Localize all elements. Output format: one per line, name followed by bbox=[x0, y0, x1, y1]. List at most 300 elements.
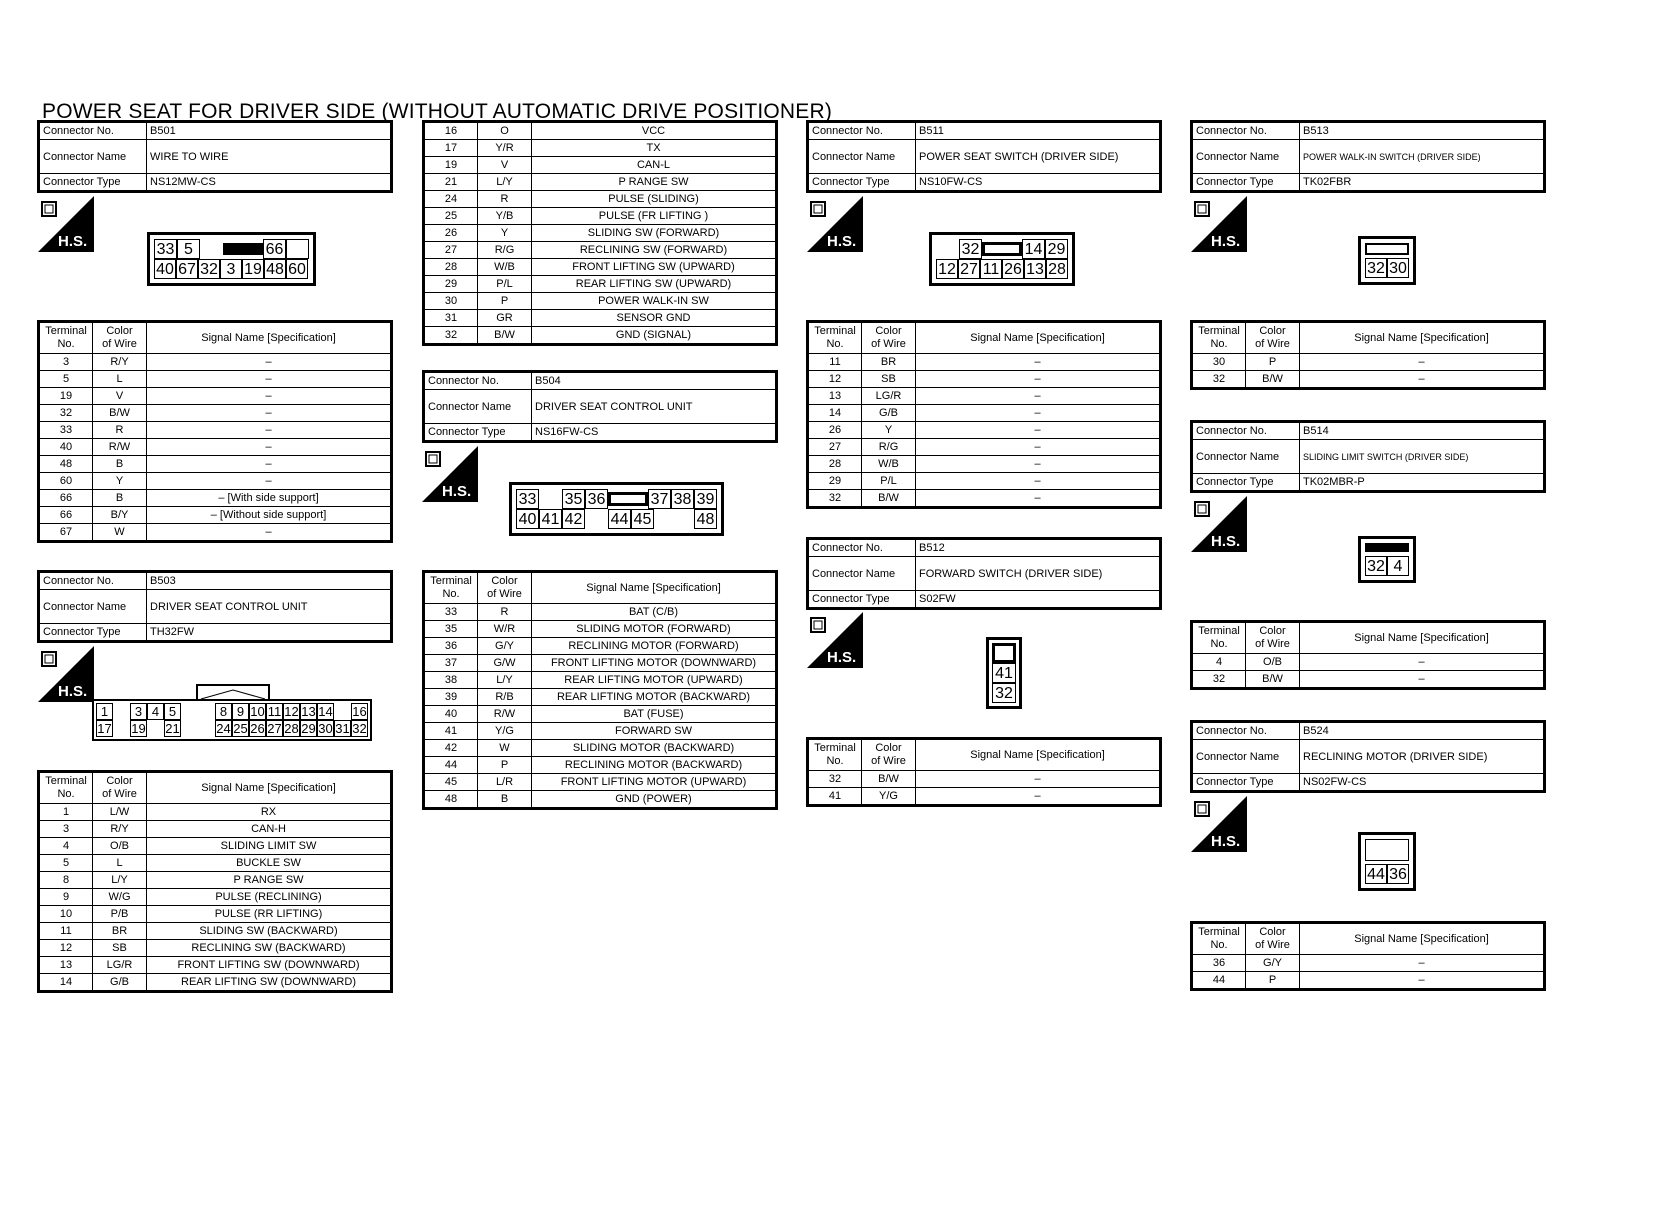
wire-color: B bbox=[93, 490, 147, 507]
signal-name: – bbox=[147, 422, 392, 439]
harness-side-icon bbox=[1191, 196, 1247, 252]
signal-name: RECLINING SW (FORWARD) bbox=[532, 242, 777, 259]
terminal-no: 36 bbox=[1192, 955, 1246, 972]
connector-info-b514: Connector No. B514 Connector Name SLIDING LIMIT SWITCH (DRIVER SIDE) Connector Type TK02MBR-P bbox=[1190, 420, 1546, 493]
svg-text:H.S.: H.S. bbox=[1211, 833, 1241, 850]
pin: 28 bbox=[1046, 259, 1068, 279]
pin: 11 bbox=[980, 259, 1002, 279]
terminal-no: 9 bbox=[39, 889, 93, 906]
terminal-table-b513: Terminal No. Color of Wire Signal Name [Specification] 30 P – 32 B/W – bbox=[1190, 320, 1546, 390]
wire-color: Y bbox=[862, 422, 916, 439]
pin: 41 bbox=[992, 663, 1016, 683]
pin: 33 bbox=[516, 489, 539, 509]
connector-info-b501: Connector No. B501 Connector Name WIRE TO WIRE Connector Type NS12MW-CS bbox=[37, 120, 393, 193]
connector-name: FORWARD SWITCH (DRIVER SIDE) bbox=[916, 557, 1161, 591]
terminal-no: 44 bbox=[1192, 972, 1246, 990]
table-row bbox=[39, 957, 392, 974]
table-row bbox=[39, 923, 392, 940]
pin: 27 bbox=[958, 259, 980, 279]
table-row bbox=[808, 388, 1161, 405]
connector-face-b514 bbox=[1358, 536, 1416, 583]
wire-color: B/W bbox=[478, 327, 532, 345]
wire-color: Y/B bbox=[478, 208, 532, 225]
pin: 37 bbox=[648, 489, 671, 509]
terminal-no: 17 bbox=[424, 140, 478, 157]
connector-name: DRIVER SEAT CONTROL UNIT bbox=[532, 390, 777, 424]
terminal-no: 28 bbox=[424, 259, 478, 276]
terminal-no: 60 bbox=[39, 473, 93, 490]
terminal-table-b524: Terminal No. Color of Wire Signal Name [Specification] 36 G/Y – 44 P – bbox=[1190, 921, 1546, 991]
wire-color: G/B bbox=[862, 405, 916, 422]
signal-name: BAT (C/B) bbox=[532, 604, 777, 621]
signal-name: – bbox=[147, 439, 392, 456]
wire-color: B/W bbox=[1246, 671, 1300, 689]
wire-color: W/B bbox=[862, 456, 916, 473]
wire-color: Y bbox=[478, 225, 532, 242]
pin bbox=[286, 239, 309, 259]
terminal-no: 37 bbox=[424, 655, 478, 672]
signal-name: RECLINING SW (BACKWARD) bbox=[147, 940, 392, 957]
wire-color: Y bbox=[93, 473, 147, 490]
wire-color: P bbox=[478, 293, 532, 310]
table-row bbox=[808, 788, 1161, 806]
signal-name: SENSOR GND bbox=[532, 310, 777, 327]
connector-type: NS02FW-CS bbox=[1300, 774, 1545, 792]
terminal-no: 66 bbox=[39, 490, 93, 507]
connector-name: SLIDING LIMIT SWITCH (DRIVER SIDE) bbox=[1300, 440, 1545, 474]
pin: 38 bbox=[671, 489, 694, 509]
connector-info-b504: Connector No. B504 Connector Name DRIVER SEAT CONTROL UNIT Connector Type NS16FW-CS bbox=[422, 370, 778, 443]
table-row bbox=[39, 804, 392, 821]
table-row bbox=[424, 242, 777, 259]
terminal-no: 32 bbox=[1192, 671, 1246, 689]
table-row bbox=[424, 276, 777, 293]
pin: 9 bbox=[232, 703, 249, 720]
signal-name: REAR LIFTING SW (DOWNWARD) bbox=[147, 974, 392, 992]
signal-name: – bbox=[1300, 955, 1545, 972]
terminal-no: 44 bbox=[424, 757, 478, 774]
wire-color: G/Y bbox=[478, 638, 532, 655]
table-row bbox=[39, 855, 392, 872]
connector-no: B514 bbox=[1300, 422, 1545, 440]
wire-color: W bbox=[93, 524, 147, 542]
pin: 36 bbox=[585, 489, 608, 509]
table-row bbox=[1192, 955, 1545, 972]
harness-side-icon bbox=[807, 612, 863, 668]
terminal-table-b514: Terminal No. Color of Wire Signal Name [Specification] 4 O/B – 32 B/W – bbox=[1190, 620, 1546, 690]
pin: 24 bbox=[216, 721, 231, 736]
signal-name: – bbox=[916, 422, 1161, 439]
harness-side-icon bbox=[1191, 796, 1247, 852]
signal-name: GND (SIGNAL) bbox=[532, 327, 777, 345]
signal-name: P RANGE SW bbox=[532, 174, 777, 191]
pin: 26 bbox=[1002, 259, 1024, 279]
terminal-no: 25 bbox=[424, 208, 478, 225]
terminal-no: 48 bbox=[424, 791, 478, 809]
connector-latch bbox=[195, 682, 271, 700]
pin: 13 bbox=[301, 704, 316, 719]
pin: 29 bbox=[1045, 239, 1068, 259]
terminal-no: 38 bbox=[424, 672, 478, 689]
terminal-no: 33 bbox=[424, 604, 478, 621]
table-row bbox=[39, 974, 392, 992]
pin: 48 bbox=[694, 509, 717, 529]
table-row bbox=[39, 906, 392, 923]
wire-color: P bbox=[1246, 354, 1300, 371]
terminal-no: 4 bbox=[39, 838, 93, 855]
table-row bbox=[39, 490, 392, 507]
pin: 32 bbox=[352, 721, 367, 736]
terminal-no: 4 bbox=[1192, 654, 1246, 671]
svg-text:H.S.: H.S. bbox=[827, 233, 857, 250]
table-row bbox=[39, 940, 392, 957]
pin: 13 bbox=[1024, 259, 1046, 279]
signal-name: – bbox=[147, 371, 392, 388]
pin: 29 bbox=[301, 721, 316, 736]
terminal-table-b503: Terminal No. Color of Wire Signal Name [Specification] 1 L/W RX 3 R/Y CAN-H 4 O/B SLIDING LIMIT SW 5 L BUCKLE SW 8 L/Y P RANGE SW 9 W/G PULSE (RECLINING) 10 P/B PULSE (RR LIFTING) 11 BR SLIDING SW (BACKWARD) 12 SB RECLINING SW (BACKWARD) 13 LG/R FRONT LIFTING SW (DOWNWARD) 14 G/B REAR LIFTING SW (DOWNWARD) bbox=[37, 770, 393, 993]
pin: 44 bbox=[1365, 864, 1387, 884]
connector-no: B501 bbox=[147, 122, 392, 140]
pin: 45 bbox=[631, 509, 654, 529]
terminal-no: 26 bbox=[808, 422, 862, 439]
signal-name: – bbox=[916, 354, 1161, 371]
terminal-no: 41 bbox=[808, 788, 862, 806]
signal-name: – [Without side support] bbox=[147, 507, 392, 524]
table-row bbox=[424, 122, 777, 140]
table-row bbox=[424, 672, 777, 689]
connector-name: POWER WALK-IN SWITCH (DRIVER SIDE) bbox=[1300, 140, 1545, 174]
signal-name: – bbox=[147, 456, 392, 473]
terminal-no: 19 bbox=[39, 388, 93, 405]
signal-name: – bbox=[1300, 354, 1545, 371]
wire-color: B/W bbox=[1246, 371, 1300, 389]
table-row bbox=[424, 774, 777, 791]
wire-color: Y/G bbox=[478, 723, 532, 740]
terminal-no: 31 bbox=[424, 310, 478, 327]
wire-color: W/B bbox=[478, 259, 532, 276]
connector-type: NS16FW-CS bbox=[532, 424, 777, 442]
terminal-no: 30 bbox=[424, 293, 478, 310]
connector-face-b511 bbox=[929, 232, 1075, 286]
signal-name: P RANGE SW bbox=[147, 872, 392, 889]
wire-color: R/W bbox=[478, 706, 532, 723]
terminal-no: 27 bbox=[424, 242, 478, 259]
wire-color: R/Y bbox=[93, 354, 147, 371]
connector-no: B504 bbox=[532, 372, 777, 390]
terminal-no: 11 bbox=[808, 354, 862, 371]
signal-name: FRONT LIFTING SW (UPWARD) bbox=[532, 259, 777, 276]
page-title: POWER SEAT FOR DRIVER SIDE (WITHOUT AUTOMATIC DRIVE POSITIONER) bbox=[42, 100, 833, 123]
wire-color: W/R bbox=[478, 621, 532, 638]
signal-name: CAN-L bbox=[532, 157, 777, 174]
table-row bbox=[1192, 654, 1545, 671]
signal-name: RECLINING MOTOR (BACKWARD) bbox=[532, 757, 777, 774]
wire-color: B/Y bbox=[93, 507, 147, 524]
connector-info-b512: Connector No. B512 Connector Name FORWARD SWITCH (DRIVER SIDE) Connector Type S02FW bbox=[806, 537, 1162, 610]
signal-name: – [With side support] bbox=[147, 490, 392, 507]
lock-key bbox=[1365, 243, 1409, 255]
terminal-table-b503-continued bbox=[422, 120, 778, 346]
terminal-no: 26 bbox=[424, 225, 478, 242]
connector-name: POWER SEAT SWITCH (DRIVER SIDE) bbox=[916, 140, 1161, 174]
wire-color: G/W bbox=[478, 655, 532, 672]
terminal-table-b512: Terminal No. Color of Wire Signal Name [Specification] 32 B/W – 41 Y/G – bbox=[806, 737, 1162, 807]
wire-color: G/Y bbox=[1246, 955, 1300, 972]
terminal-no: 42 bbox=[424, 740, 478, 757]
connector-type: TK02FBR bbox=[1300, 174, 1545, 192]
table-row bbox=[1192, 354, 1545, 371]
lock-key bbox=[1365, 839, 1409, 861]
lock-key bbox=[992, 643, 1016, 663]
signal-name: SLIDING SW (BACKWARD) bbox=[147, 923, 392, 940]
signal-name: – bbox=[916, 371, 1161, 388]
table-row bbox=[808, 456, 1161, 473]
wire-color: O bbox=[478, 122, 532, 140]
terminal-table-b511: Terminal No. Color of Wire Signal Name [Specification] 11 BR – 12 SB – 13 LG/R – 14 G/B – 26 Y – 27 R/G – 28 W/B – 29 P/L – 32 B/W – bbox=[806, 320, 1162, 509]
terminal-no: 12 bbox=[808, 371, 862, 388]
signal-name: – bbox=[916, 788, 1161, 806]
connector-no: B524 bbox=[1300, 722, 1545, 740]
pin: 32 bbox=[1365, 258, 1387, 278]
signal-name: – bbox=[916, 405, 1161, 422]
signal-name: REAR LIFTING MOTOR (UPWARD) bbox=[532, 672, 777, 689]
table-row bbox=[424, 208, 777, 225]
wire-color: L bbox=[93, 855, 147, 872]
table-row bbox=[808, 771, 1161, 788]
terminal-no: 13 bbox=[39, 957, 93, 974]
terminal-no: 27 bbox=[808, 439, 862, 456]
wire-color: V bbox=[478, 157, 532, 174]
table-row bbox=[39, 872, 392, 889]
terminal-no: 14 bbox=[39, 974, 93, 992]
pin: 4 bbox=[1387, 556, 1409, 576]
signal-name: SLIDING SW (FORWARD) bbox=[532, 225, 777, 242]
table-row bbox=[39, 371, 392, 388]
lock-key bbox=[1365, 543, 1409, 552]
pin: 3 bbox=[220, 259, 242, 279]
table-row bbox=[1192, 671, 1545, 689]
pin: 4 bbox=[147, 703, 164, 720]
connector-name: DRIVER SEAT CONTROL UNIT bbox=[147, 590, 392, 624]
signal-name: – bbox=[1300, 671, 1545, 689]
terminal-no: 29 bbox=[424, 276, 478, 293]
pin: 17 bbox=[97, 721, 112, 736]
pin: 28 bbox=[284, 721, 299, 736]
table-row bbox=[808, 405, 1161, 422]
table-row bbox=[808, 490, 1161, 508]
table-row bbox=[39, 507, 392, 524]
terminal-no: 12 bbox=[39, 940, 93, 957]
signal-name: – bbox=[1300, 972, 1545, 990]
terminal-table-b501: Terminal No. Color of Wire Signal Name [Specification] 3 R/Y – 5 L – 19 V – 32 B/W – 33 R – 40 R/W – 48 B – 60 Y – 66 B – [With side support] 66 B/Y – [Without side support] 67 W – bbox=[37, 320, 393, 543]
signal-name: FRONT LIFTING MOTOR (UPWARD) bbox=[532, 774, 777, 791]
wire-color: R bbox=[478, 604, 532, 621]
wire-color: B/W bbox=[862, 490, 916, 508]
pin: 25 bbox=[233, 721, 248, 736]
terminal-no: 32 bbox=[1192, 371, 1246, 389]
terminal-no: 35 bbox=[424, 621, 478, 638]
table-row bbox=[39, 456, 392, 473]
terminal-no: 11 bbox=[39, 923, 93, 940]
terminal-no: 48 bbox=[39, 456, 93, 473]
svg-text:H.S.: H.S. bbox=[442, 483, 472, 500]
pin: 21 bbox=[165, 721, 180, 736]
harness-side-icon bbox=[422, 446, 478, 502]
pin: 10 bbox=[250, 704, 265, 719]
table-row bbox=[424, 740, 777, 757]
connector-no: B513 bbox=[1300, 122, 1545, 140]
table-row bbox=[424, 327, 777, 345]
wire-color: W/G bbox=[93, 889, 147, 906]
terminal-no: 30 bbox=[1192, 354, 1246, 371]
wire-color: P bbox=[1246, 972, 1300, 990]
pin: 12 bbox=[936, 259, 958, 279]
table-row bbox=[424, 655, 777, 672]
wire-color: SB bbox=[93, 940, 147, 957]
wire-color: P/L bbox=[862, 473, 916, 490]
signal-name: REAR LIFTING MOTOR (BACKWARD) bbox=[532, 689, 777, 706]
table-row bbox=[424, 638, 777, 655]
terminal-table-b504: Terminal No. Color of Wire Signal Name [Specification] 33 R BAT (C/B) 35 W/R SLIDING MOTOR (FORWARD) 36 G/Y RECLINING MOTOR (FORWARD) 37 G/W FRONT LIFTING MOTOR (DOWNWARD) 38 L/Y REAR LIFTING MOTOR (UPWARD) 39 R/B REAR LIFTING MOTOR (BACKWARD) 40 R/W BAT (FUSE) 41 Y/G FORWARD SW 42 W SLIDING MOTOR (BACKWARD) 44 P RECLINING MOTOR (BACKWARD) 45 L/R FRONT LIFTING MOTOR (UPWARD) 48 B GND (POWER) bbox=[422, 570, 778, 810]
table-row bbox=[424, 191, 777, 208]
terminal-no: 14 bbox=[808, 405, 862, 422]
pin: 66 bbox=[263, 239, 286, 259]
terminal-no: 66 bbox=[39, 507, 93, 524]
terminal-no: 32 bbox=[808, 771, 862, 788]
signal-name: – bbox=[1300, 654, 1545, 671]
signal-name: – bbox=[147, 354, 392, 371]
connector-no: B511 bbox=[916, 122, 1161, 140]
signal-name: – bbox=[147, 405, 392, 422]
wire-color: R/B bbox=[478, 689, 532, 706]
pin: 27 bbox=[267, 721, 282, 736]
connector-info-b524: Connector No. B524 Connector Name RECLINING MOTOR (DRIVER SIDE) Connector Type NS02FW-CS bbox=[1190, 720, 1546, 793]
signal-name: – bbox=[147, 524, 392, 542]
wire-color: L/Y bbox=[478, 174, 532, 191]
table-row bbox=[39, 422, 392, 439]
terminal-no: 8 bbox=[39, 872, 93, 889]
pin: 32 bbox=[198, 259, 220, 279]
table-row bbox=[39, 439, 392, 456]
table-row bbox=[808, 473, 1161, 490]
signal-name: FRONT LIFTING SW (DOWNWARD) bbox=[147, 957, 392, 974]
pin: 40 bbox=[516, 509, 539, 529]
wire-color: P/L bbox=[478, 276, 532, 293]
signal-name: – bbox=[916, 473, 1161, 490]
pin: 5 bbox=[164, 703, 181, 720]
pin: 60 bbox=[286, 259, 308, 279]
svg-text:H.S.: H.S. bbox=[58, 683, 88, 700]
signal-name: RECLINING MOTOR (FORWARD) bbox=[532, 638, 777, 655]
table-row bbox=[39, 821, 392, 838]
terminal-no: 32 bbox=[808, 490, 862, 508]
table-row bbox=[424, 259, 777, 276]
wire-color: L bbox=[93, 371, 147, 388]
table-row bbox=[39, 524, 392, 542]
wire-color: BR bbox=[862, 354, 916, 371]
table-row bbox=[39, 388, 392, 405]
connector-face-b504 bbox=[509, 482, 724, 536]
table-row bbox=[424, 723, 777, 740]
pin: 36 bbox=[1387, 864, 1409, 884]
table-row bbox=[1192, 972, 1545, 990]
pin: 40 bbox=[154, 259, 176, 279]
terminal-no: 3 bbox=[39, 821, 93, 838]
wire-color: P/B bbox=[93, 906, 147, 923]
svg-text:H.S.: H.S. bbox=[1211, 233, 1241, 250]
signal-name: CAN-H bbox=[147, 821, 392, 838]
wire-color: G/B bbox=[93, 974, 147, 992]
wire-color: R/G bbox=[478, 242, 532, 259]
wire-color: L/Y bbox=[478, 672, 532, 689]
lock-key bbox=[608, 492, 648, 506]
signal-name: FORWARD SW bbox=[532, 723, 777, 740]
wire-color: L/W bbox=[93, 804, 147, 821]
signal-name: SLIDING LIMIT SW bbox=[147, 838, 392, 855]
connector-face-b524 bbox=[1358, 832, 1416, 891]
wire-color: L/R bbox=[478, 774, 532, 791]
table-row bbox=[424, 140, 777, 157]
signal-name: – bbox=[147, 388, 392, 405]
wire-color: SB bbox=[862, 371, 916, 388]
table-row bbox=[39, 405, 392, 422]
signal-name: SLIDING MOTOR (BACKWARD) bbox=[532, 740, 777, 757]
pin: 12 bbox=[284, 704, 299, 719]
table-row bbox=[424, 157, 777, 174]
connector-type: NS10FW-CS bbox=[916, 174, 1161, 192]
table-row bbox=[39, 889, 392, 906]
pin: 41 bbox=[539, 509, 562, 529]
lock-key bbox=[223, 243, 263, 255]
table-row bbox=[808, 371, 1161, 388]
pin: 19 bbox=[242, 259, 264, 279]
connector-type: TH32FW bbox=[147, 624, 392, 642]
terminal-no: 10 bbox=[39, 906, 93, 923]
wire-color: R bbox=[93, 422, 147, 439]
connector-info-b513: Connector No. B513 Connector Name POWER WALK-IN SWITCH (DRIVER SIDE) Connector Type TK02FBR bbox=[1190, 120, 1546, 193]
signal-name: – bbox=[916, 456, 1161, 473]
terminal-no: 67 bbox=[39, 524, 93, 542]
table-row bbox=[424, 621, 777, 638]
table-row bbox=[808, 422, 1161, 439]
lock-key bbox=[982, 242, 1022, 256]
table-row bbox=[39, 354, 392, 371]
table-row bbox=[424, 310, 777, 327]
wire-color: R bbox=[478, 191, 532, 208]
wire-color: O/B bbox=[1246, 654, 1300, 671]
pin: 32 bbox=[1365, 556, 1387, 576]
connector-face-b513 bbox=[1358, 236, 1416, 285]
table-row bbox=[39, 473, 392, 490]
signal-name: – bbox=[147, 473, 392, 490]
signal-name: – bbox=[1300, 371, 1545, 389]
table-row bbox=[1192, 371, 1545, 389]
svg-text:H.S.: H.S. bbox=[1211, 533, 1241, 550]
wire-color: B bbox=[478, 791, 532, 809]
connector-info-b503: Connector No. B503 Connector Name DRIVER SEAT CONTROL UNIT Connector Type TH32FW bbox=[37, 570, 393, 643]
harness-side-icon bbox=[807, 196, 863, 252]
wire-color: P bbox=[478, 757, 532, 774]
pin: 8 bbox=[215, 703, 232, 720]
table-row bbox=[808, 439, 1161, 456]
connector-no: B512 bbox=[916, 539, 1161, 557]
pin: 32 bbox=[959, 239, 982, 259]
wire-color: GR bbox=[478, 310, 532, 327]
connector-face-b503 bbox=[92, 699, 372, 741]
connector-info-b511: Connector No. B511 Connector Name POWER SEAT SWITCH (DRIVER SIDE) Connector Type NS10FW-CS bbox=[806, 120, 1162, 193]
wire-color: B bbox=[93, 456, 147, 473]
table-row bbox=[424, 757, 777, 774]
